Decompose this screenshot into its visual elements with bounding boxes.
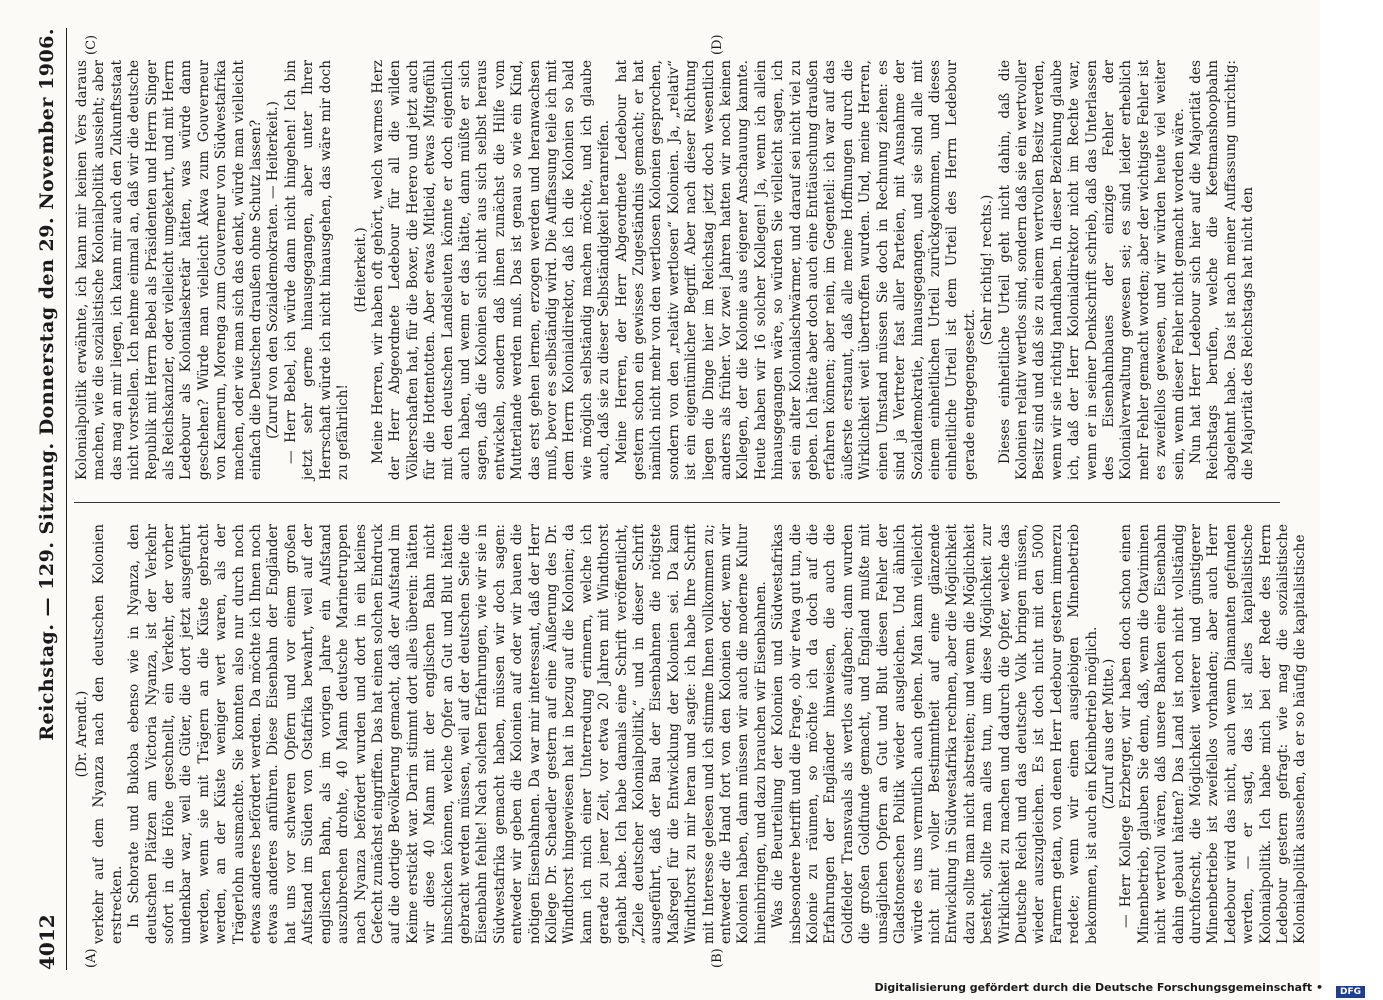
paragraph: Was die Beurteilung der Kolonien und Südwestafrikas insbesondere betrifft und die Frage, ob wir etwa gut tun, die Kolonie zu räumen, so möchte ich da doch auf die Erfahrungen der Engländer hinweisen, die auch die Goldfelder Transvaals als wertlos aufgaben; dann wurden die großen Goldfunde gemacht, und England mußte mit unsäglichen Opfern an Gut und Blut diesen Fehler der Gladstoneschen Politik wieder ausgleichen. Und ähnlich würde es uns vermutlich auch gehen. Man kann vielleicht nicht mit voller Bestimmtheit auf eine glänzende Entwicklung in Südwestafrika rechnen, aber die Möglichkeit dazu sollte man nicht abstreiten; und wenn die Möglichkeit besteht, sollte man alles tun, um diese Möglichkeit zur Wirklichkeit zu machen und dadurch die Opfer, welche das Deutsche Reich und das deutsche Volk bringen müssen, wieder auszugleichen. Es ist doch nicht mit den 5000 Farmern getan, von denen Herr Ledebour gestern immerzu redete; wenn wir einen ausgiebigen Minenbetrieb bekommen, ist auch ein Kleinbetrieb möglich.: [770, 524, 1100, 944]
header-rule: [66, 28, 67, 970]
page-number: 4012: [35, 914, 59, 970]
dfg-logo: DFG: [1336, 986, 1365, 998]
paragraph: Meine Herren, wir haben oft gehört, welch warmes Herz der Herr Abgeordnete Ledebour für all die wilden Völkerschaften hat, für die Boxer, die Herero und jetzt auch für die Hottentotten. Aber etwas Mitleid, etwas Mitgefühl mit den deutschen Landsleuten könnte er doch eigentlich auch haben, und wenn er das hätte, dann müßte er sich sagen, daß die Kolonien sich nicht aus sich selbst heraus entwickeln, sondern daß ihnen zunächst die Hilfe vom Mutterlande werden muß. Das ist genau so wie ein Kind, das erst gehen lernen, erzogen werden und heranwachsen muß, bevor es selbständig wird. Die Auffassung teile ich mit dem Herrn Kolonialdirektor, daß ich die Kolonien so bald wie möglich selbständig machen möchte, und ich glaube auch, daß sie zu dieser Selbständigkeit heranreifen.: [369, 60, 613, 480]
margin-mark-c: (C): [84, 34, 99, 55]
left-column: [74, 524, 1309, 944]
paragraph: Dieses einheitliche Urteil geht nicht dahin, daß die Kolonien relativ wertlos sind, sondern daß sie ein wertvoller Besitz sind und daß sie zu einem wertvollen Besitz werden, wenn wir sie richtig handhaben. In dieser Beziehung glaube ich, daß der Herr Kolonialdirektor nicht im Rechte war, wenn er in seiner Denkschrift schrieb, daß das Unterlassen des Eisenbahnbaues der einzige Fehler der Kolonialverwaltung gewesen sei; es sind leider erheblich mehr Fehler gemacht worden; aber der wichtigste Fehler ist es zweifellos gewesen, und wir würden heute viel weiter sein, wenn dieser Fehler nicht gemacht worden wäre.: [996, 60, 1187, 480]
paragraph: Meine Herren, der Herr Abgeordnete Ledebour hat gestern schon ein gewisses Zugeständnis gemacht; er hat nämlich nicht mehr von den wertlosen Kolonien gesprochen, sondern von den „relativ wertlosen“ Kolonien. Ja, „relativ“ ist ein eigentümlicher Begriff. Aber nach dieser Richtung liegen die Dinge hier im Reichstag jetzt doch wesentlich anders als früher. Vor zwei Jahren hatten wir noch keinen Kollegen, der die Kolonie aus eigener Anschauung kannte. Heute haben wir 16 solcher Kollegen! Ja, wenn ich allein hinausgegangen wäre, so würden Sie vielleicht sagen, ich sei ein alter Kolonialschwärmer, und darauf sei nicht viel zu geben. Ich hätte aber doch auch eine Enttäuschung draußen erfahren können; aber nein, im Gegenteil: ich war auf das äußerste erstaunt, daß alle meine Hoffnungen durch die Wirklichkeit weit übertroffen wurden. Und, meine Herren, einen Umstand müssen Sie doch in Rechnung ziehen: es sind ja Vertreter fast aller Parteien, mit Ausnahme der Sozialdemokratie, hinausgegangen, und sie sind alle mit einem einheitlichen Urteil zurückgekommen, und dieses einheitliche Urteil ist dem Urteil des Herrn Ledebour gerade entgegengesetzt.: [613, 60, 978, 480]
column-rule: [74, 502, 1280, 503]
interjection: (Heiterkeit.): [352, 227, 369, 313]
paragraph: Nun hat Herr Ledebour sich hier auf die Majorität des Reichstags berufen, welche die Keetmanshoopbahn abgelehnt habe. Das ist nach meiner Auffassung unrichtig: die Majorität des Reichstags hat nicht den: [1188, 60, 1257, 480]
margin-mark-b: (B): [710, 948, 725, 968]
interjection: (Sehr richtig! rechts.): [979, 194, 996, 346]
paragraph: — Herr Bebel, ich würde dann nicht hingehen! Ich bin jetzt sehr gerne hinausgegangen, aber unter Ihrer Herrschaft würde ich nicht hinausgehen, das wäre mir doch zu gefährlich!: [282, 60, 352, 480]
paragraph: — Herr Kollege Erzberger, wir haben doch schon einen Minenbetrieb, glauben Sie denn, daß, wenn die Otaviminen nicht wertvoll wären, daß unsere Banken eine Eisenbahn dahin gebaut hätten? Das Land ist noch nicht vollständig durchforscht, die Möglichkeit weiterer und günstigerer Minenbetriebe ist zweifellos vorhanden; aber auch Herr Ledebour wird das nicht, auch wenn Diamanten gefunden werden, — er sagt, das ist alles kapitalistische Kolonialpolitik. Ich habe mich bei der Rede des Herrn Ledebour gestern gefragt: wie mag die sozialistische Kolonialpolitik aussehen, da er so häufig die kapitalistische: [1118, 524, 1309, 944]
margin-mark-a: (A): [84, 948, 99, 968]
page-title: Reichstag. — 129. Sitzung. Donnerstag den 29. November 1906.: [36, 28, 58, 741]
page-header: [30, 28, 64, 970]
interjection: (Dr. Arendt.): [74, 690, 90, 778]
interjection: (Zuruf von den Sozialdemokraten. — Heiterkeit.): [265, 101, 282, 439]
interjection: (Zuruf aus der Mitte.): [1100, 658, 1117, 810]
paragraph: verkehr auf dem Nyanza nach den deutschen Kolonien erstrecken.: [91, 524, 125, 944]
right-column: [74, 60, 1280, 480]
paragraph: Kolonialpolitik erwähnte, ich kann mir keinen Vers daraus machen, wie die sozialistische Kolonialpolitik aussieht; aber das mag an mir liegen, ich kann mir auch den Zukunftsstaat nicht vorstellen. Ich nehme einmal an, daß wir die deutsche Republik mit Herrn Bebel als Präsidenten und Herrn Singer als Reichskanzler, oder vielleicht umgekehrt, und mit Herrn Ledebour als Kolonialsekretär hätten, was würde dann geschehen? Würde man vielleicht Akwa zum Gouverneur von Kamerun, Morenga zum Gouverneur von Südwestafrika machen, oder wie man sich das denkt, würde man vielleicht einfach die Deutschen draußen ohne Schutz lassen?: [74, 60, 265, 480]
digitization-credit: Digitalisierung gefördert durch die Deutsche Forschungsgemeinschaft •: [874, 981, 1323, 994]
margin-mark-d: (D): [710, 34, 725, 55]
paragraph: In Schorate und Bukoba ebenso wie in Nyanza, den deutschen Plätzen am Victoria Nyanza, ist der Verkehr sofort in die Höhe geschnellt, ein Verkehr, der vorher undenkbar war, weil die Güter, die dort jetzt ausgeführt werden, wenn sie mit Trägern an die Küste gebracht werden, an der Küste weniger wert waren, als der Trägerlohn ausmachte. Sie konnten also nur durch noch etwas anderes befördert werden. Da möchte ich Ihnen noch etwas anderes anführen. Diese Eisenbahn der Engländer hat uns vor schweren Opfern und vor einem großen Aufstand im Süden von Ostafrika bewahrt, weil auf der englischen Bahn, als im vorigen Jahre ein Aufstand auszubrechen drohte, 40 Mann deutsche Marinetruppen nach Nyanza befördert wurden und dort in ein kleines Gefecht zunächst eingriffen. Das hat einen solchen Eindruck auf die dortige Bevölkerung gemacht, daß der Aufstand im Keime erstickt war. Darin stimmt dort alles überein: hätten wir diese 40 Mann mit der englischen Bahn nicht hinschicken können, welche Opfer an Gut und Blut hätten gebracht werden müssen, weil auf der deutschen Seite die Eisenbahn fehlte! Nach solchen Erfahrungen, wie wir sie in Südwestafrika gemacht haben, müssen wir doch sagen: entweder wir geben die Kolonien auf oder wir bauen die nötigen Eisenbahnen. Da war mir interessant, daß der Herr Kollege Dr. Schaedler gestern auf eine Äußerung des Dr. Windthorst hingewiesen hat in bezug auf die Kolonien; da kann ich mich einer Unterredung erinnern, welche ich gerade zu jener Zeit, vor etwa 20 Jahren mit Windthorst gehabt habe. Ich habe damals eine Schrift veröffentlicht, „Ziele deutscher Kolonialpolitik,“ und in dieser Schrift ausgeführt, daß der Bau der Eisenbahnen die nötigste Maßregel für die Entwicklung der Kolonien sei. Da kam Windthorst zu mir heran und sagte: ich habe Ihre Schrift mit Interesse gelesen und ich stimme Ihnen vollkommen zu; entweder die Hand fort von den Kolonien oder, wenn wir Kolonien haben, dann müssen wir auch die moderne Kultur hineinbringen, und dazu brauchen wir Eisenbahnen.: [126, 524, 769, 944]
